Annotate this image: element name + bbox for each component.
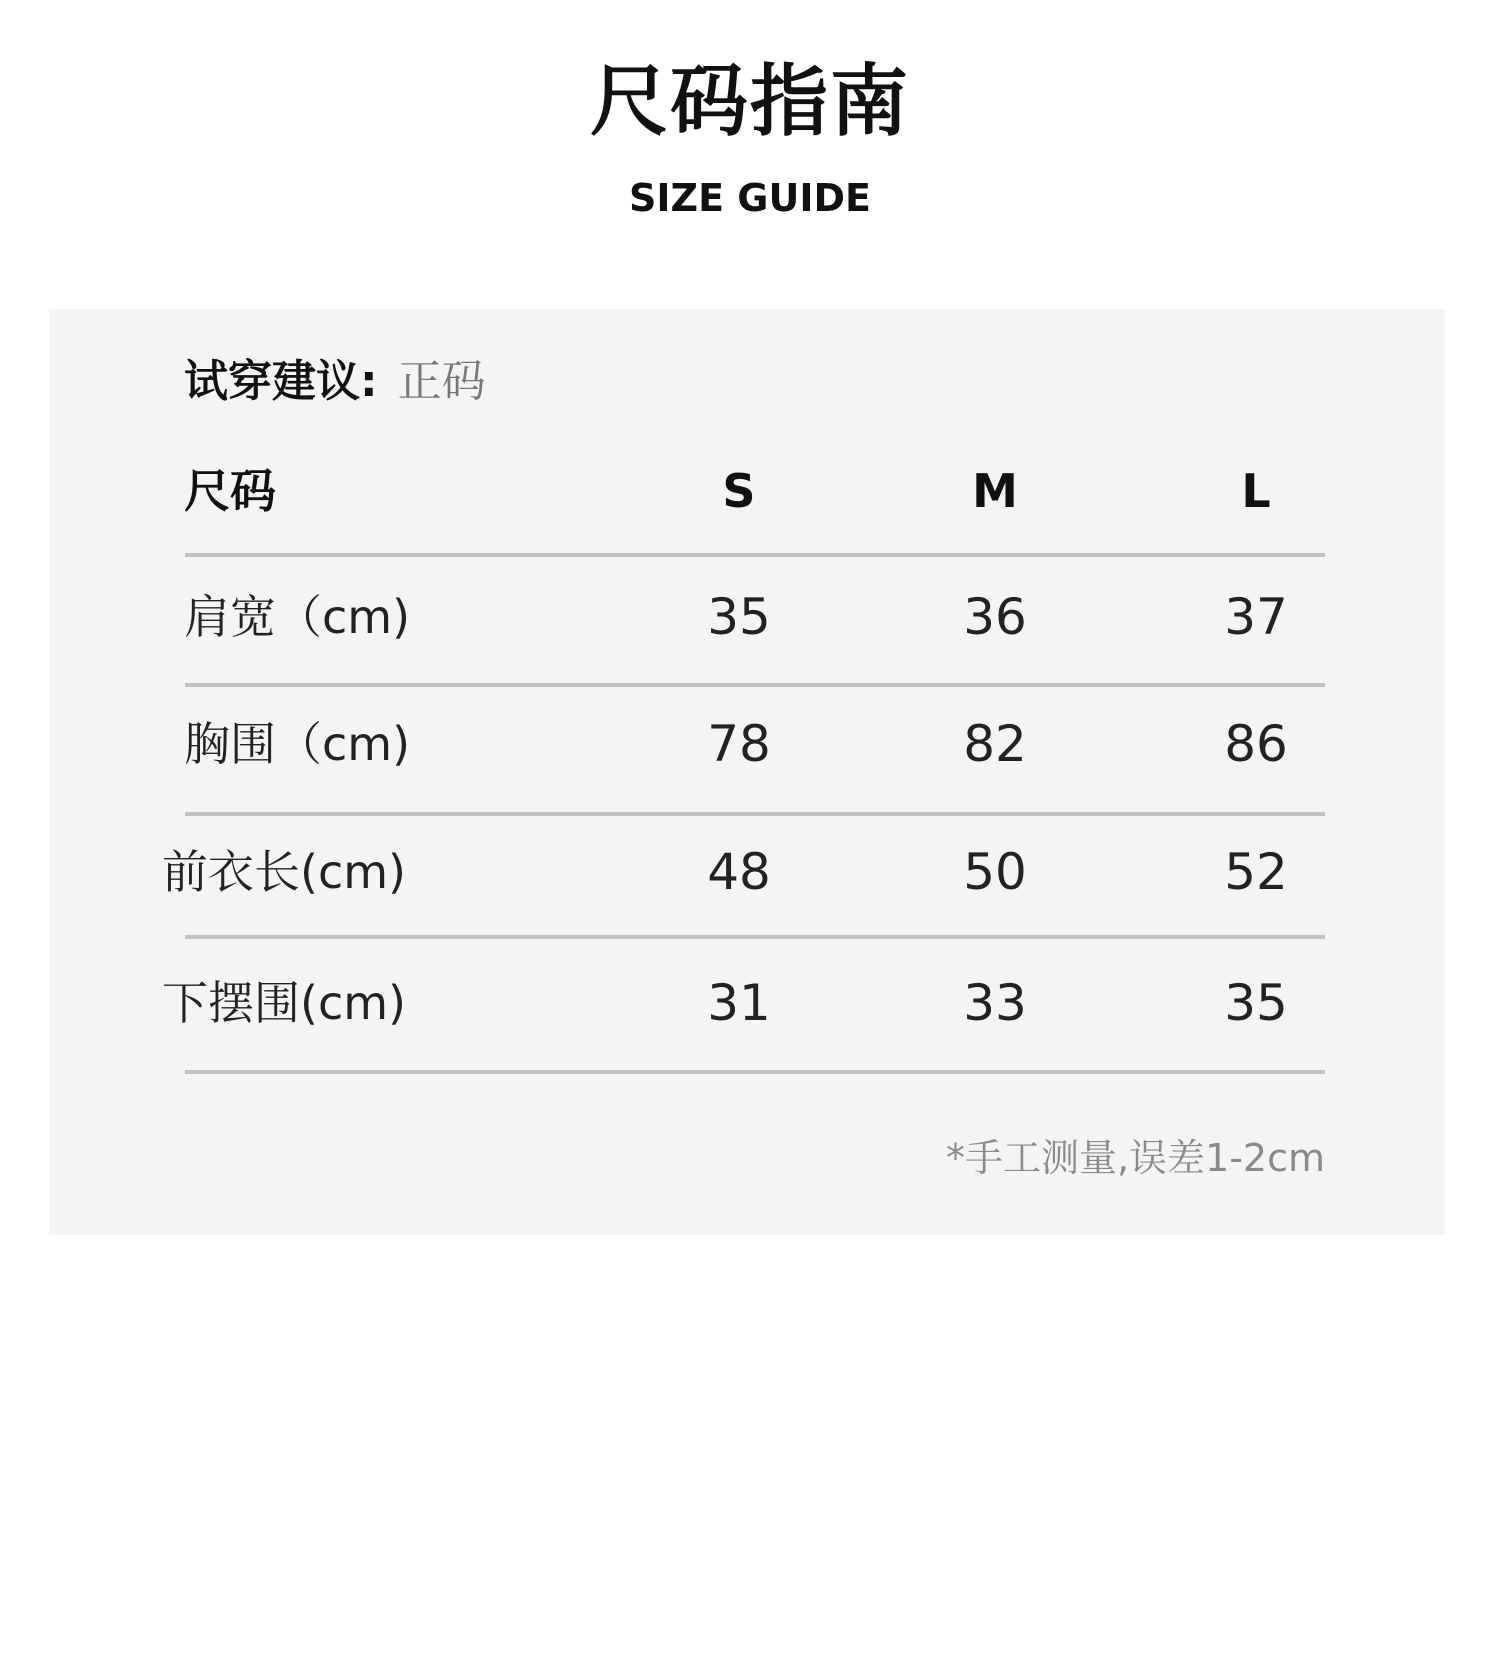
table-divider [185, 812, 1325, 816]
table-row [49, 968, 1445, 1038]
table-cell: 86 [1224, 715, 1288, 773]
table-row [49, 837, 1445, 907]
size-header-l: L [1241, 464, 1271, 518]
table-header-row [49, 456, 1445, 526]
fit-suggestion-label: 试穿建议: [184, 356, 378, 407]
page-title-en: SIZE GUIDE [629, 176, 871, 220]
table-divider [185, 1070, 1325, 1074]
size-header-m: M [972, 464, 1018, 518]
table-divider [185, 683, 1325, 687]
measurement-note: *手工测量,误差1-2cm [945, 1136, 1325, 1180]
table-cell: 52 [1224, 843, 1288, 901]
size-header-s: S [722, 464, 756, 518]
table-cell: 78 [707, 715, 771, 773]
table-divider [185, 553, 1325, 557]
page-title-cn: 尺码指南 [589, 57, 910, 147]
table-cell: 31 [707, 974, 771, 1032]
fit-suggestion-value: 正码 [397, 356, 486, 407]
size-header-label: 尺码 [184, 464, 276, 518]
table-cell: 82 [963, 715, 1027, 773]
table-cell: 37 [1224, 588, 1288, 646]
table-cell: 35 [1224, 974, 1288, 1032]
table-row [49, 582, 1445, 652]
row-label-hem: 下摆围(cm) [162, 976, 406, 1030]
table-cell: 50 [963, 843, 1027, 901]
table-row [49, 709, 1445, 779]
table-divider [185, 935, 1325, 939]
size-guide-panel [49, 309, 1445, 1235]
table-cell: 33 [963, 974, 1027, 1032]
table-cell: 36 [963, 588, 1027, 646]
row-label-shoulder: 肩宽（cm) [184, 590, 411, 644]
fit-suggestion [184, 352, 486, 412]
table-cell: 48 [707, 843, 771, 901]
row-label-chest: 胸围（cm) [184, 717, 411, 771]
row-label-front-length: 前衣长(cm) [162, 845, 406, 899]
table-cell: 35 [707, 588, 771, 646]
